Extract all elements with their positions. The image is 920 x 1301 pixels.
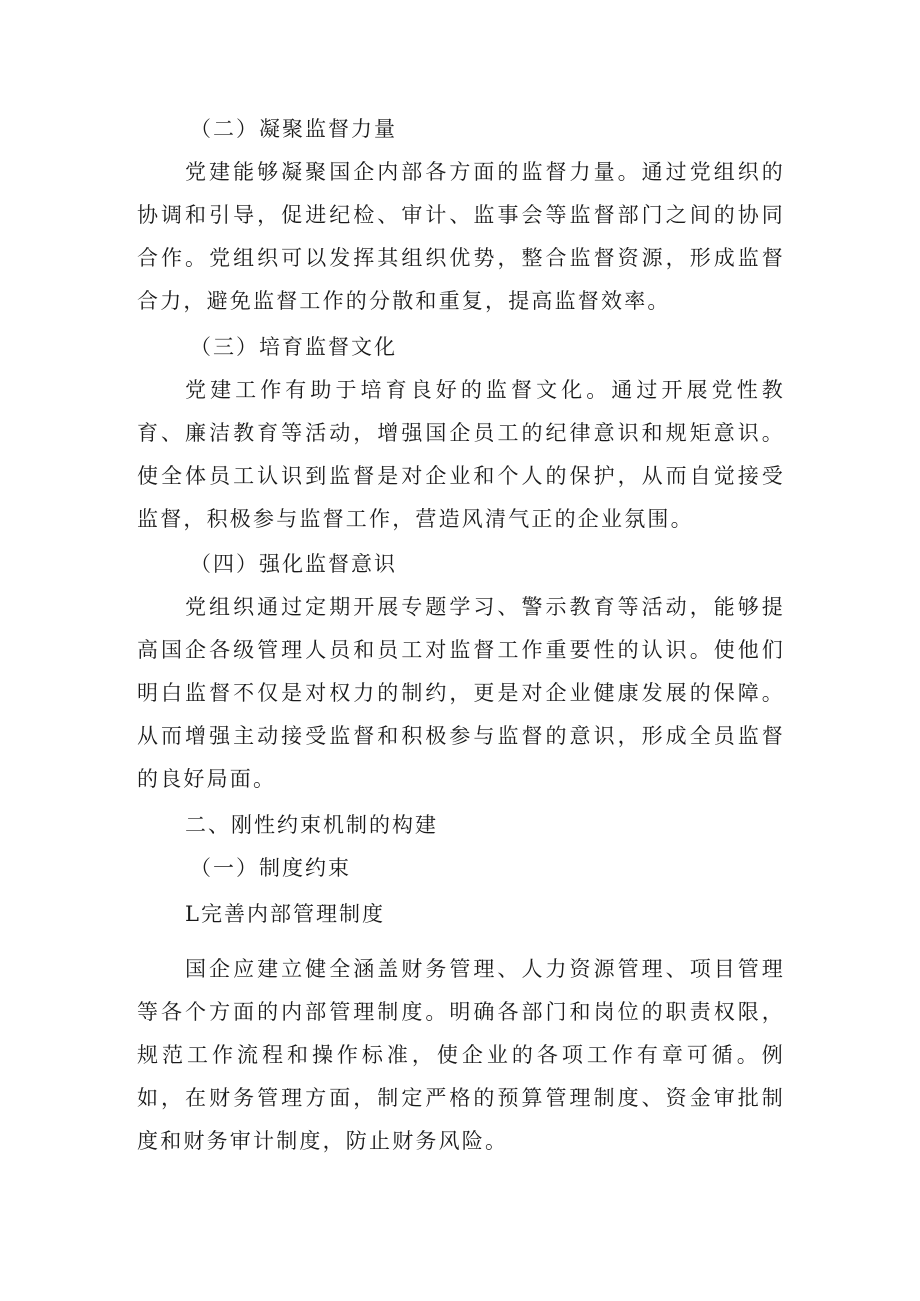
part-two-title: 二、刚性约束机制的构建 xyxy=(185,813,438,837)
part-two-paragraph: 国企应建立健全涵盖财务管理、人力资源管理、项目管理等各个方面的内部管理制度。明确各部门和岗位的职责权限，规范工作流程和操作标准，使企业的各项工作有章可循。例如，在财务管理方面，制定严格的预算管理制度、资金审批制度和财务审计制度，防止财务风险。 xyxy=(137,957,785,1153)
section-paragraph-4: 党组织通过定期开展专题学习、警示教育等活动，能够提高国企各级管理人员和员工对监督工作重要性的认识。使他们明白监督不仅是对权力的制约，更是对企业健康发展的保障。从而增强主动接受监督和积极参与监督的意识，形成全员监督的良好局面。 xyxy=(137,595,785,791)
item-heading: L完善内部管理制度 xyxy=(185,902,385,926)
section-heading-2: （二）凝聚监督力量 xyxy=(190,117,397,141)
section-paragraph-3: 党建工作有助于培育良好的监督文化。通过开展党性教育、廉洁教育等活动，增强国企员工的纪律意识和规矩意识。使全体员工认识到监督是对企业和个人的保护，从而自觉接受监督，积极参与监督工作，营造风清气正的企业氛围。 xyxy=(137,378,785,531)
section-heading-4: （四）强化监督意识 xyxy=(190,552,397,576)
part-two-subheading: （一）制度约束 xyxy=(190,856,351,880)
section-paragraph-2: 党建能够凝聚国企内部各方面的监督力量。通过党组织的协调和引导，促进纪检、审计、监事会等监督部门之间的协同合作。党组织可以发挥其组织优势，整合监督资源，形成监督合力，避免监督工作的分散和重复，提高监督效率。 xyxy=(137,160,785,313)
section-heading-3: （三）培育监督文化 xyxy=(190,335,397,359)
